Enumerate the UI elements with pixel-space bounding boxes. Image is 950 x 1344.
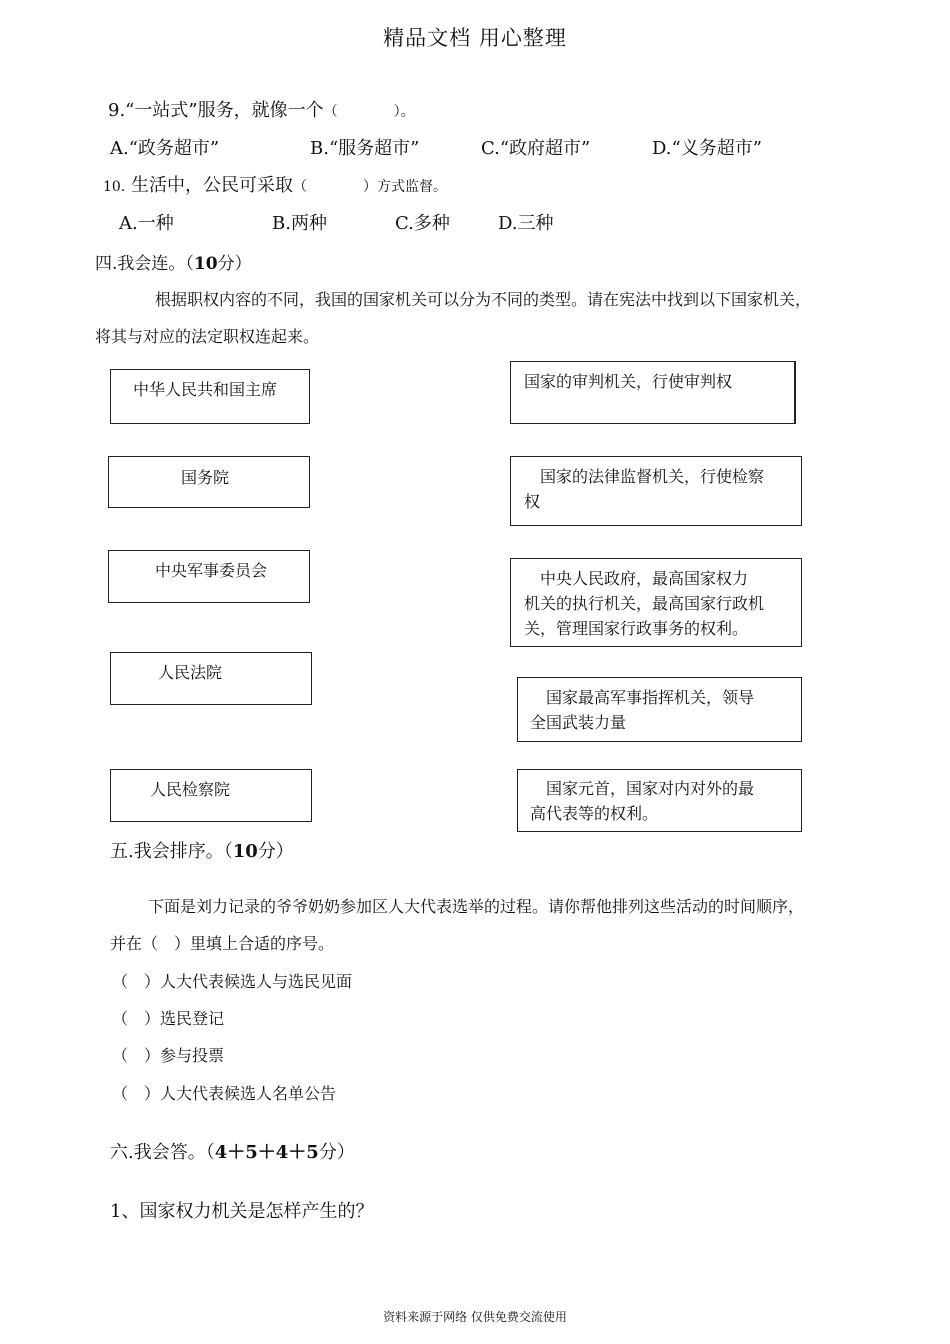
section-6-title [110, 1138, 355, 1164]
section-6-question-1: 1、国家权力机关是怎样产生的？ [110, 1201, 374, 1222]
section-4-instruction-line-2: 将其与对应的法定职权连起来。 [95, 327, 320, 346]
match-right-line-2-1: 国家的法律监督机关，行使检察 [524, 467, 765, 486]
question-10-option-c: C.多种 [395, 213, 450, 234]
match-right-box-3 [510, 558, 802, 647]
match-right-box-5 [517, 769, 802, 832]
match-right-line-5-2: 高代表等的权利。 [530, 804, 659, 823]
match-right-line-5-1: 国家元首，国家对内对外的最 [530, 779, 755, 798]
match-left-box-1 [110, 369, 310, 424]
match-right-box-1 [510, 361, 796, 424]
section-5-score: 10 [232, 841, 258, 862]
match-left-label-5: 人民检察院 [150, 780, 231, 799]
page-footer: 资料来源于网络 仅供免费交流使用 [383, 1310, 567, 1324]
order-item-4: （ ）人大代表候选人名单公告 [112, 1084, 337, 1103]
question-9-option-a: A.“政务超市” [110, 138, 220, 159]
section-4-instruction-line-1: 根据职权内容的不同，我国的国家机关可以分为不同的类型。请在宪法中找到以下国家机关， [155, 290, 812, 309]
section-4-title-end: 分） [217, 254, 252, 274]
match-left-label-2: 国务院 [181, 468, 230, 487]
question-10-option-b: B.两种 [272, 213, 327, 234]
question-10-option-d: D.三种 [498, 213, 554, 234]
match-right-line-2-2: 权 [524, 492, 541, 511]
order-item-1: （ ）人大代表候选人与选民见面 [112, 972, 353, 991]
question-10 [103, 171, 447, 197]
match-right-line-4-2: 全国武装力量 [530, 713, 627, 732]
match-right-box-4 [517, 677, 802, 742]
match-right-box-2 [510, 456, 802, 526]
question-9-blank: （ ）。 [323, 104, 415, 120]
match-left-box-3 [108, 550, 310, 603]
match-right-line-4-1: 国家最高军事指挥机关，领导 [530, 688, 755, 707]
match-left-box-5 [110, 769, 312, 822]
section-6-title-end: 分） [318, 1142, 355, 1163]
question-9-option-d: D.“义务超市” [652, 138, 762, 159]
order-item-2: （ ）选民登记 [112, 1009, 225, 1028]
match-left-box-2 [108, 456, 310, 508]
match-right-line-3-2: 机关的执行机关，最高国家行政机 [524, 594, 765, 613]
question-10-blank: （ ）方式监督。 [293, 179, 447, 195]
question-10-number: 10. [103, 179, 126, 195]
match-left-label-3: 中央军事委员会 [155, 561, 268, 580]
match-left-box-4 [110, 652, 312, 705]
section-5-instruction-line-2: 并在（ ）里填上合适的序号。 [110, 934, 335, 953]
question-10-option-a: A.一种 [119, 213, 174, 234]
section-4-title [95, 249, 252, 274]
page-header: 精品文档 用心整理 [383, 26, 567, 50]
question-9-text: 9.“一站式”服务，就像一个 [108, 100, 324, 121]
section-5-instruction-line-1: 下面是刘力记录的爷爷奶奶参加区人大代表选举的过程。请你帮他排列这些活动的时间顺序， [148, 897, 805, 916]
section-5-title [110, 837, 294, 863]
section-4-title-text: 四.我会连。（ [95, 254, 194, 274]
match-left-label-1: 中华人民共和国主席 [133, 380, 278, 399]
question-9 [108, 96, 415, 122]
section-5-title-end: 分） [257, 841, 294, 862]
order-item-3: （ ）参与投票 [112, 1046, 225, 1065]
question-10-text: 生活中，公民可采取 [131, 175, 293, 196]
match-left-label-4: 人民法院 [158, 663, 223, 682]
section-6-title-text: 六.我会答。（ [110, 1142, 215, 1163]
match-right-line-3-1: 中央人民政府，最高国家权力 [524, 569, 749, 588]
section-5-title-text: 五.我会排序。（ [110, 841, 233, 862]
question-9-option-c: C.“政府超市” [481, 138, 591, 159]
match-right-line-3-3: 关，管理国家行政事务的权利。 [524, 619, 749, 638]
section-4-score: 10 [193, 254, 218, 274]
question-9-option-b: B.“服务超市” [310, 138, 420, 159]
match-right-line-1-1: 国家的审判机关，行使审判权 [524, 372, 733, 391]
section-6-score: 4＋5＋4＋5 [214, 1142, 319, 1163]
